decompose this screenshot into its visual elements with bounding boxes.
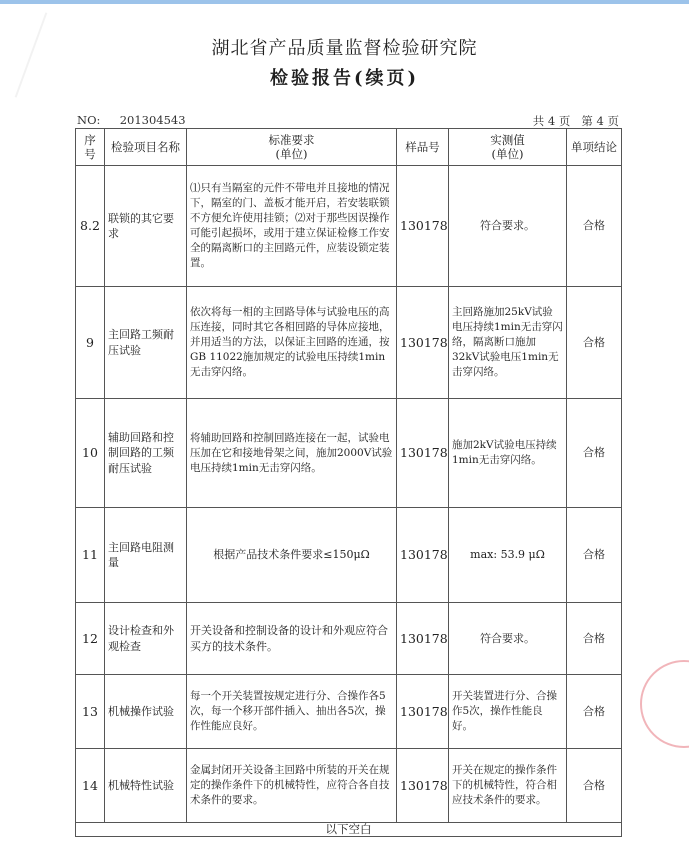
report-number-value: 201304543 <box>119 113 186 127</box>
table-row <box>76 287 622 399</box>
seal-stamp <box>640 660 689 748</box>
header-item: 检验项目名称 <box>105 129 187 166</box>
header-measured-line2: (单位) <box>491 147 524 161</box>
table-row <box>76 675 622 749</box>
table-row <box>76 508 622 603</box>
header-conclusion: 单项结论 <box>567 129 622 166</box>
cell-sample: 130178 <box>397 166 449 287</box>
cell-standard: 根据产品技术条件要求≤150μΩ <box>187 508 397 603</box>
header-sample: 样品号 <box>397 129 449 166</box>
table-row <box>76 749 622 823</box>
table-row <box>76 603 622 675</box>
cell-conclusion: 合格 <box>567 749 622 823</box>
cell-conclusion: 合格 <box>567 399 622 508</box>
cell-sample: 130178 <box>397 399 449 508</box>
cell-sample: 130178 <box>397 508 449 603</box>
cell-conclusion: 合格 <box>567 603 622 675</box>
cell-seq: 13 <box>76 675 105 749</box>
cell-measured: 施加2kV试验电压持续1min无击穿闪络。 <box>449 399 567 508</box>
cell-seq: 12 <box>76 603 105 675</box>
cell-conclusion: 合格 <box>567 675 622 749</box>
cell-conclusion: 合格 <box>567 508 622 603</box>
header-seq: 序号 <box>76 129 105 166</box>
organization-name: 湖北省产品质量监督检验研究院 <box>211 38 478 59</box>
cell-measured: 主回路施加25kV试验电压持续1min无击穿闪络，隔离断口施加32kV试验电压1min无击穿闪络。 <box>449 287 567 399</box>
cell-measured: max: 53.9 μΩ <box>449 508 567 603</box>
header-measured <box>449 129 567 166</box>
header-standard <box>187 129 397 166</box>
cell-item: 设计检查和外观检查 <box>105 603 187 675</box>
report-title: 检验报告(续页) <box>269 68 420 89</box>
cell-sample: 130178 <box>397 603 449 675</box>
cell-seq: 10 <box>76 399 105 508</box>
table-row <box>76 166 622 287</box>
cell-item: 机械特性试验 <box>105 749 187 823</box>
cell-standard: ⑴只有当隔室的元件不带电并且接地的情况下，隔室的门、盖板才能开启，若安装联锁不方便允许使用挂锁；⑵对于那些因误操作可能引起损坏，或用于建立保证检修工作安全的隔离断口的主回路元件，应装设锁定装置。 <box>187 166 397 287</box>
report-number <box>77 113 186 127</box>
header-measured-line1: 实测值 <box>490 133 525 147</box>
cell-seq: 11 <box>76 508 105 603</box>
report-number-label: NO: <box>77 113 101 127</box>
cell-standard: 金属封闭开关设备主回路中所装的开关在规定的操作条件下的机械特性，应符合各自技术条件的要求。 <box>187 749 397 823</box>
cell-item: 机械操作试验 <box>105 675 187 749</box>
cell-measured: 符合要求。 <box>449 603 567 675</box>
cell-conclusion: 合格 <box>567 166 622 287</box>
cell-measured: 符合要求。 <box>449 166 567 287</box>
cell-sample: 130178 <box>397 749 449 823</box>
cell-standard: 依次将每一相的主回路导体与试验电压的高压连接，同时其它各相回路的导体应接地，并用适当的方法，以保证主回路的连通，按GB 11022施加规定的试验电压持续1min无击穿闪络。 <box>187 287 397 399</box>
blank-below-note: 以下空白 <box>76 823 622 837</box>
cell-item: 主回路工频耐压试验 <box>105 287 187 399</box>
cell-item: 主回路电阻测量 <box>105 508 187 603</box>
cell-standard: 每一个开关装置按规定进行分、合操作各5次，每一个移开部件插入、抽出各5次，操作性能应良好。 <box>187 675 397 749</box>
top-border <box>0 0 689 4</box>
table-row <box>76 399 622 508</box>
cell-standard: 将辅助回路和控制回路连接在一起，试验电压加在它和接地骨架之间，施加2000V试验电压持续1min无击穿闪络。 <box>187 399 397 508</box>
page-indicator: 共 4 页 第 4 页 <box>532 114 619 128</box>
cell-seq: 14 <box>76 749 105 823</box>
header-standard-line2: (单位) <box>275 147 308 161</box>
cell-item: 辅助回路和控制回路的工频耐压试验 <box>105 399 187 508</box>
cell-standard: 开关设备和控制设备的设计和外观应符合买方的技术条件。 <box>187 603 397 675</box>
cell-sample: 130178 <box>397 675 449 749</box>
cell-conclusion: 合格 <box>567 287 622 399</box>
cell-seq: 8.2 <box>76 166 105 287</box>
cell-measured: 开关在规定的操作条件下的机械特性，符合相应技术条件的要求。 <box>449 749 567 823</box>
cell-seq: 9 <box>76 287 105 399</box>
cell-measured: 开关装置进行分、合操作5次，操作性能良好。 <box>449 675 567 749</box>
table-footer-row <box>76 823 622 837</box>
cell-item: 联锁的其它要求 <box>105 166 187 287</box>
report-table <box>75 128 622 837</box>
cell-sample: 130178 <box>397 287 449 399</box>
header-standard-line1: 标准要求 <box>268 133 315 147</box>
table-header-row <box>76 129 622 166</box>
